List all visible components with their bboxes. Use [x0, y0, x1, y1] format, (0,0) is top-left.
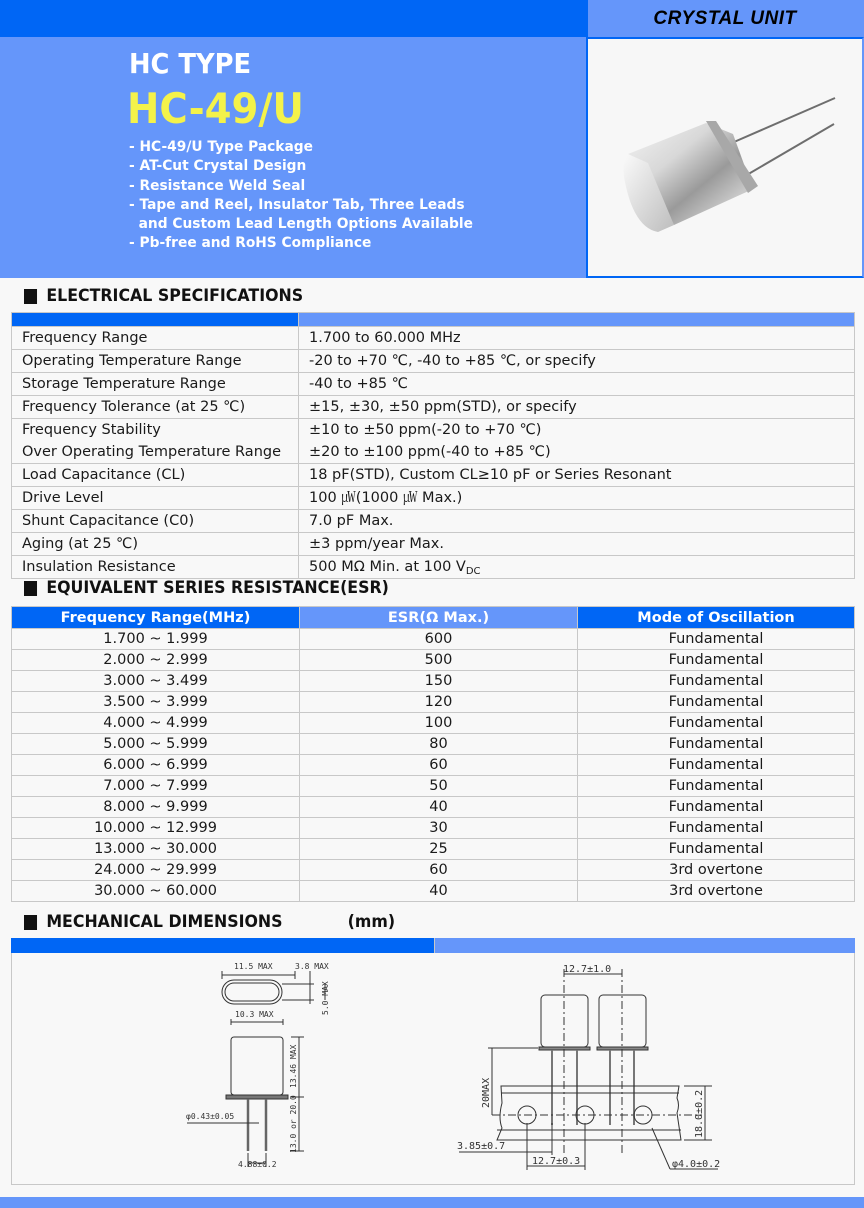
esr-frequency-range: 3.500 ~ 3.999	[12, 692, 300, 713]
spec-value: 100 ㎼(1000 ㎼ Max.)	[299, 487, 855, 510]
esr-section-title: EQUIVALENT SERIES RESISTANCE(ESR)	[24, 578, 389, 598]
esr-mode: 3rd overtone	[578, 881, 855, 902]
table-header-bar	[12, 313, 855, 327]
table-row	[12, 839, 855, 860]
spec-value: ±10 to ±50 ppm(-20 to +70 ℃) ±20 to ±100 ppm(-40 to +85 ℃)	[299, 419, 855, 464]
spec-value: 7.0 pF Max.	[299, 510, 855, 533]
table-row	[12, 533, 855, 556]
dim-hole-pitch: 12.7±0.3	[532, 1156, 581, 1167]
spec-param: Frequency Range	[12, 327, 299, 350]
dim-top-width: 11.5 MAX	[234, 962, 273, 971]
spec-value: -40 to +85 ℃	[299, 373, 855, 396]
mechanical-section-title: MECHANICAL DIMENSIONS (mm)	[24, 912, 395, 932]
mechanical-drawing-panel	[11, 953, 855, 1185]
table-row	[12, 350, 855, 373]
feature-item: - Pb-free and RoHS Compliance	[129, 235, 372, 252]
dim-body-width: 10.3 MAX	[235, 1010, 274, 1019]
table-row	[12, 464, 855, 487]
dim-lead-diameter: φ0.43±0.05	[186, 1112, 235, 1121]
body-flange	[226, 1095, 288, 1099]
spec-value: 500 MΩ Min. at 100 $V_{DC}$	[299, 556, 855, 579]
feature-list	[129, 138, 491, 254]
electrical-section-title: ELECTRICAL SPECIFICATIONS	[24, 286, 303, 306]
model-title: HC-49/U	[127, 84, 304, 133]
esr-table	[11, 606, 855, 902]
table-row	[12, 881, 855, 902]
spec-param: Shunt Capacitance (C0)	[12, 510, 299, 533]
esr-value: 60	[300, 860, 578, 881]
esr-mode: Fundamental	[578, 692, 855, 713]
table-row	[12, 419, 855, 464]
spec-value: ±3 ppm/year Max.	[299, 533, 855, 556]
esr-mode: Fundamental	[578, 755, 855, 776]
spec-value: -20 to +70 ℃, -40 to +85 ℃, or specify	[299, 350, 855, 373]
dim-hole-diameter: φ4.0±0.2	[672, 1159, 721, 1170]
table-row	[12, 734, 855, 755]
spec-value: 18 pF(STD), Custom CL≥10 pF or Series Resonant	[299, 464, 855, 487]
esr-mode: Fundamental	[578, 734, 855, 755]
table-row	[12, 776, 855, 797]
table-row	[12, 629, 855, 650]
esr-value: 600	[300, 629, 578, 650]
esr-mode: Fundamental	[578, 839, 855, 860]
mechanical-header-bar	[434, 938, 855, 953]
dim-body-height: 13.46 MAX	[289, 1044, 298, 1088]
esr-header-row	[12, 607, 855, 629]
esr-mode: Fundamental	[578, 797, 855, 818]
section-bullet-icon	[24, 915, 37, 930]
dim-lead-length: 13.0 or 20.0	[289, 1095, 298, 1153]
esr-frequency-range: 4.000 ~ 4.999	[12, 713, 300, 734]
column-header: Mode of Oscillation	[578, 607, 855, 629]
feature-item: - Tape and Reel, Insulator Tab, Three Leads	[129, 196, 465, 213]
table-row	[12, 671, 855, 692]
type-label: HC TYPE	[129, 47, 252, 80]
spec-value: 1.700 to 60.000 MHz	[299, 327, 855, 350]
esr-mode: 3rd overtone	[578, 860, 855, 881]
spec-param: Operating Temperature Range	[12, 350, 299, 373]
esr-frequency-range: 10.000 ~ 12.999	[12, 818, 300, 839]
table-row	[12, 650, 855, 671]
footer-bar	[0, 1197, 864, 1208]
column-header: ESR(Ω Max.)	[300, 607, 578, 629]
section-bullet-icon	[24, 581, 37, 596]
esr-value: 50	[300, 776, 578, 797]
feature-item: - AT-Cut Crystal Design	[129, 158, 307, 175]
category-label: CRYSTAL UNIT	[653, 8, 797, 29]
esr-frequency-range: 13.000 ~ 30.000	[12, 839, 300, 860]
table-row	[12, 510, 855, 533]
esr-value: 500	[300, 650, 578, 671]
esr-frequency-range: 6.000 ~ 6.999	[12, 755, 300, 776]
table-row	[12, 396, 855, 419]
esr-mode: Fundamental	[578, 818, 855, 839]
table-row	[12, 692, 855, 713]
section-bullet-icon	[24, 289, 37, 304]
spec-value: ±15, ±30, ±50 ppm(STD), or specify	[299, 396, 855, 419]
esr-frequency-range: 24.000 ~ 29.999	[12, 860, 300, 881]
dim-tape-height: 20MAX	[481, 1077, 492, 1108]
table-row	[12, 487, 855, 510]
esr-mode: Fundamental	[578, 671, 855, 692]
esr-frequency-range: 30.000 ~ 60.000	[12, 881, 300, 902]
mechanical-header-bar	[11, 938, 434, 953]
unit-label: (mm)	[347, 912, 396, 932]
dim-top-thickness: 3.8 MAX	[295, 962, 329, 971]
spec-param: Storage Temperature Range	[12, 373, 299, 396]
table-row	[12, 556, 855, 579]
esr-value: 25	[300, 839, 578, 860]
spec-param: Aging (at 25 ℃)	[12, 533, 299, 556]
esr-value: 40	[300, 797, 578, 818]
esr-mode: Fundamental	[578, 650, 855, 671]
dim-top-height: 5.0 MAX	[321, 981, 330, 1015]
esr-frequency-range: 1.700 ~ 1.999	[12, 629, 300, 650]
spec-param: Frequency Tolerance (at 25 ℃)	[12, 396, 299, 419]
esr-value: 120	[300, 692, 578, 713]
dim-lead-spacing: 4.88±0.2	[238, 1160, 277, 1169]
esr-mode: Fundamental	[578, 713, 855, 734]
esr-frequency-range: 3.000 ~ 3.499	[12, 671, 300, 692]
dimension-drawing	[12, 953, 856, 1185]
body-outline	[231, 1037, 283, 1095]
column-header: Frequency Range(MHz)	[12, 607, 300, 629]
feature-item: - Resistance Weld Seal	[129, 177, 306, 194]
esr-value: 60	[300, 755, 578, 776]
esr-value: 80	[300, 734, 578, 755]
esr-mode: Fundamental	[578, 629, 855, 650]
spec-param: Load Capacitance (CL)	[12, 464, 299, 487]
table-row	[12, 373, 855, 396]
esr-mode: Fundamental	[578, 776, 855, 797]
table-row	[12, 818, 855, 839]
esr-value: 150	[300, 671, 578, 692]
table-row	[12, 797, 855, 818]
product-photo	[586, 37, 864, 278]
table-row	[12, 713, 855, 734]
feature-item: - HC-49/U Type Package	[129, 139, 313, 155]
spec-param: Drive Level	[12, 487, 299, 510]
esr-frequency-range: 8.000 ~ 9.999	[12, 797, 300, 818]
electrical-spec-table	[11, 312, 855, 579]
lead-wire	[734, 98, 835, 142]
crystal-unit-image	[588, 39, 862, 276]
top-view-inner	[225, 983, 279, 1001]
dim-hole-offset: 3.85±0.7	[457, 1141, 506, 1152]
esr-value: 100	[300, 713, 578, 734]
header-top-bar	[0, 0, 586, 37]
esr-frequency-range: 5.000 ~ 5.999	[12, 734, 300, 755]
spec-param: Insulation Resistance	[12, 556, 299, 579]
esr-value: 40	[300, 881, 578, 902]
esr-frequency-range: 2.000 ~ 2.999	[12, 650, 300, 671]
table-row	[12, 860, 855, 881]
esr-value: 30	[300, 818, 578, 839]
feature-item: and Custom Lead Length Options Available	[129, 216, 473, 233]
dim-pitch-top: 12.7±1.0	[563, 964, 612, 975]
esr-frequency-range: 7.000 ~ 7.999	[12, 776, 300, 797]
table-row	[12, 755, 855, 776]
dim-tape-width: 18.0±0.2	[694, 1089, 705, 1138]
spec-param: Frequency Stability Over Operating Temperature Range	[12, 419, 299, 464]
table-row	[12, 327, 855, 350]
